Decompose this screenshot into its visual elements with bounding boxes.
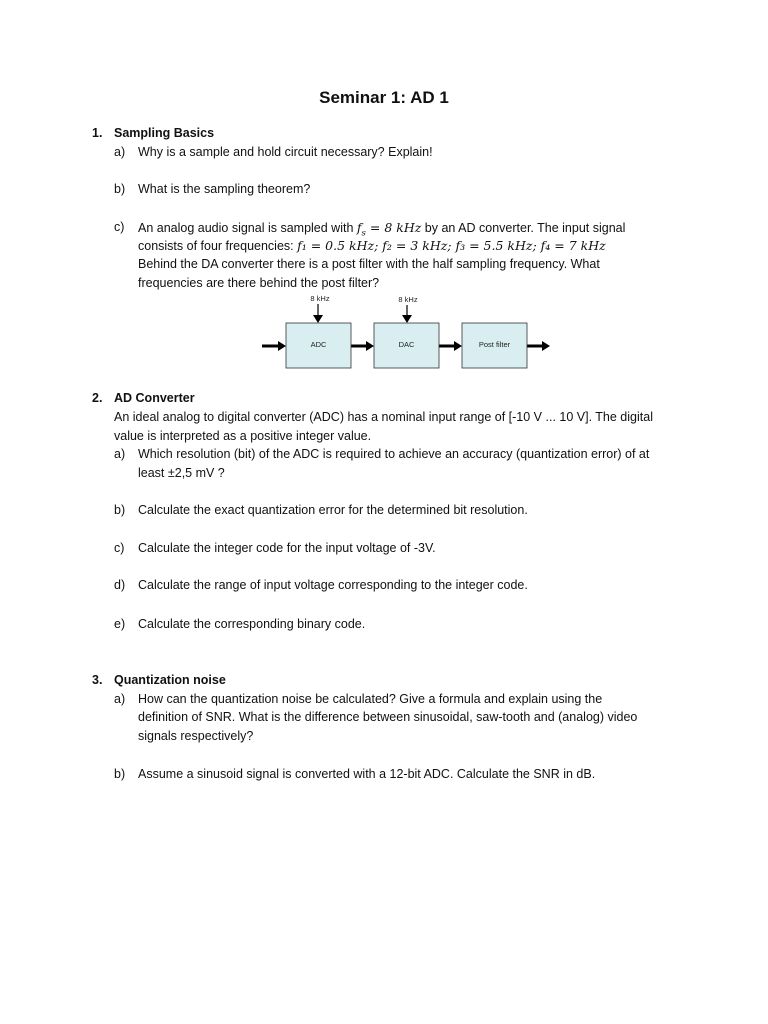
item-label: b) [114, 503, 126, 517]
item-label: b) [114, 182, 126, 196]
text-span: by an AD converter. The input signal [421, 221, 626, 235]
item-label: d) [114, 578, 126, 592]
formula-value: = 8 kHz [365, 220, 422, 235]
item-label: a) [114, 145, 126, 159]
question-text-line [138, 238, 606, 253]
page-title: Seminar 1: AD 1 [319, 88, 449, 107]
text-span: consists of four frequencies: [138, 239, 298, 253]
question-text-line: signals respectively? [138, 729, 254, 743]
input-arrowhead [278, 341, 286, 351]
sampling-frequency-formula [356, 220, 422, 239]
clock-arrowhead-dac [402, 315, 412, 323]
question-text: Calculate the corresponding binary code. [138, 617, 366, 631]
block-diagram [255, 290, 555, 375]
item-label: c) [114, 541, 125, 555]
question-text-line: How can the quantization noise be calculated? Give a formula and explain using the [138, 692, 603, 706]
dac-to-filter-arrowhead [454, 341, 462, 351]
dac-block-label: DAC [398, 340, 415, 349]
question-text-line: Which resolution (bit) of the ADC is required to achieve an accuracy (quantization error) of at [138, 447, 650, 461]
post-filter-block-label: Post filter [478, 340, 511, 349]
question-text-line: definition of SNR. What is the difference between sinusoidal, saw-tooth and (analog) video [138, 710, 638, 724]
section2-intro-line: value is interpreted as a positive integer value. [114, 429, 372, 443]
question-text: What is the sampling theorem? [138, 182, 311, 196]
question-text-line: Behind the DA converter there is a post filter with the half sampling frequency. What [138, 257, 600, 271]
adc-block-label: ADC [310, 340, 327, 349]
question-text-line: least ±2,5 mV ? [138, 466, 225, 480]
item-label: a) [114, 447, 126, 461]
question-text: Calculate the integer code for the input voltage of -3V. [138, 541, 436, 555]
section3-number: 3. [92, 673, 103, 687]
item-label: b) [114, 767, 126, 781]
item-label: e) [114, 617, 126, 631]
adc-to-dac-arrowhead [366, 341, 374, 351]
section2-heading: AD Converter [114, 391, 195, 405]
input-frequencies-formula: f₁ = 0.5 kHz; f₂ = 3 kHz; f₃ = 5.5 kHz; f₄ = 7 kHz [297, 238, 606, 253]
text-span: An analog audio signal is sampled with [138, 221, 357, 235]
clock-label-adc: 8 kHz [310, 294, 330, 303]
item-label: c) [114, 220, 125, 234]
clock-arrowhead-adc [313, 315, 323, 323]
section1-number: 1. [92, 126, 103, 140]
section2-intro-line: An ideal analog to digital converter (ADC) has a nominal input range of [-10 V ... 10 V]. The digital [114, 410, 653, 424]
formula-subscript: s [361, 228, 366, 239]
question-text: Assume a sinusoid signal is converted with a 12-bit ADC. Calculate the SNR in dB. [138, 767, 596, 781]
output-arrowhead [542, 341, 550, 351]
question-text: Why is a sample and hold circuit necessary? Explain! [138, 145, 433, 159]
section2-number: 2. [92, 391, 103, 405]
question-text: Calculate the exact quantization error for the determined bit resolution. [138, 503, 528, 517]
formula-symbol: f [356, 220, 362, 235]
clock-label-dac: 8 kHz [398, 295, 418, 304]
section3-heading: Quantization noise [114, 673, 226, 687]
question-text-line [138, 220, 625, 239]
section1-heading: Sampling Basics [114, 126, 215, 140]
question-text-line: frequencies are there behind the post filter? [138, 276, 380, 290]
question-text: Calculate the range of input voltage corresponding to the integer code. [138, 578, 528, 592]
item-label: a) [114, 692, 126, 706]
